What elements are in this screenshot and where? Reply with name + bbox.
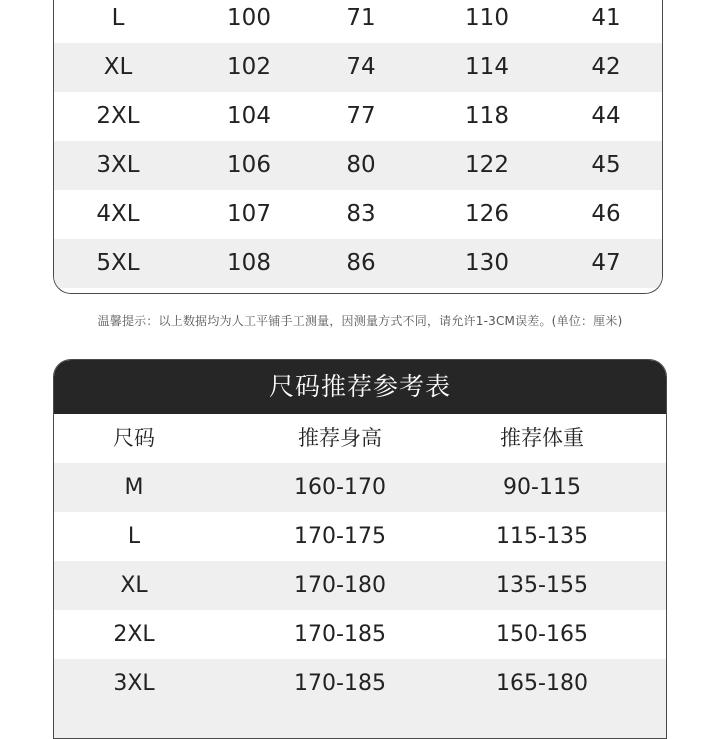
table-cell: 2XL bbox=[113, 622, 155, 647]
table-cell: L bbox=[127, 524, 141, 549]
table-cell: 80 bbox=[346, 152, 376, 178]
table-row bbox=[54, 141, 662, 190]
table-cell: 90-115 bbox=[503, 475, 581, 500]
table-header-row bbox=[54, 414, 666, 463]
table-cell: 74 bbox=[346, 54, 376, 80]
table-row bbox=[54, 561, 666, 610]
table-cell: 170-180 bbox=[294, 573, 386, 598]
table-row-continuation bbox=[54, 708, 666, 739]
table-cell: 4XL bbox=[96, 201, 140, 227]
table-row bbox=[54, 92, 662, 141]
table-row bbox=[54, 0, 662, 43]
size-recommendation-table bbox=[53, 359, 667, 739]
table-cell: M bbox=[124, 475, 144, 500]
table-cell: XL bbox=[120, 573, 148, 598]
table-cell: XL bbox=[103, 54, 133, 80]
table-cell: 118 bbox=[465, 103, 509, 129]
table-cell: 170-185 bbox=[294, 622, 386, 647]
table-cell: 44 bbox=[591, 103, 621, 129]
table-cell: 110 bbox=[465, 5, 509, 31]
table-cell: 41 bbox=[591, 5, 621, 31]
table-row bbox=[54, 463, 666, 512]
table-cell: 114 bbox=[465, 54, 509, 80]
table-row bbox=[54, 43, 662, 92]
table-row bbox=[54, 512, 666, 561]
table-cell: 100 bbox=[227, 5, 271, 31]
table-cell: 160-170 bbox=[294, 475, 386, 500]
measurement-table bbox=[53, 0, 663, 294]
table-cell: 108 bbox=[227, 250, 271, 276]
table-cell: 126 bbox=[465, 201, 509, 227]
recommendation-title: 尺码推荐参考表 bbox=[54, 360, 666, 414]
table-row bbox=[54, 239, 662, 288]
table-cell: 135-155 bbox=[496, 573, 588, 598]
table-row bbox=[54, 659, 666, 708]
table-cell: 122 bbox=[465, 152, 509, 178]
table-cell: 45 bbox=[591, 152, 621, 178]
column-header: 尺码 bbox=[113, 426, 155, 450]
table-cell: 86 bbox=[346, 250, 376, 276]
column-header: 推荐身高 bbox=[298, 426, 382, 450]
measurement-note: 温馨提示：以上数据均为人工平铺手工测量，因测量方式不同，请允许1-3CM误差。(单位：厘米) bbox=[97, 314, 623, 328]
table-cell: 3XL bbox=[96, 152, 140, 178]
table-cell: L bbox=[111, 5, 125, 31]
table-cell: 77 bbox=[346, 103, 376, 129]
table-row bbox=[54, 190, 662, 239]
table-cell: 107 bbox=[227, 201, 271, 227]
table-cell: 71 bbox=[346, 5, 376, 31]
table-row bbox=[54, 610, 666, 659]
table-cell: 46 bbox=[591, 201, 621, 227]
table-cell: 42 bbox=[591, 54, 621, 80]
table-cell: 115-135 bbox=[496, 524, 588, 549]
table-cell: 165-180 bbox=[496, 671, 588, 696]
table-cell: 83 bbox=[346, 201, 376, 227]
table-cell: 3XL bbox=[113, 671, 155, 696]
table-cell: 2XL bbox=[96, 103, 140, 129]
column-header: 推荐体重 bbox=[500, 426, 584, 450]
table-cell: 106 bbox=[227, 152, 271, 178]
table-cell: 47 bbox=[591, 250, 621, 276]
table-cell: 150-165 bbox=[496, 622, 588, 647]
table-cell: 170-175 bbox=[294, 524, 386, 549]
table-cell: 5XL bbox=[96, 250, 140, 276]
table-cell: 104 bbox=[227, 103, 271, 129]
table-cell: 102 bbox=[227, 54, 271, 80]
table-cell: 130 bbox=[465, 250, 509, 276]
table-cell: 170-185 bbox=[294, 671, 386, 696]
